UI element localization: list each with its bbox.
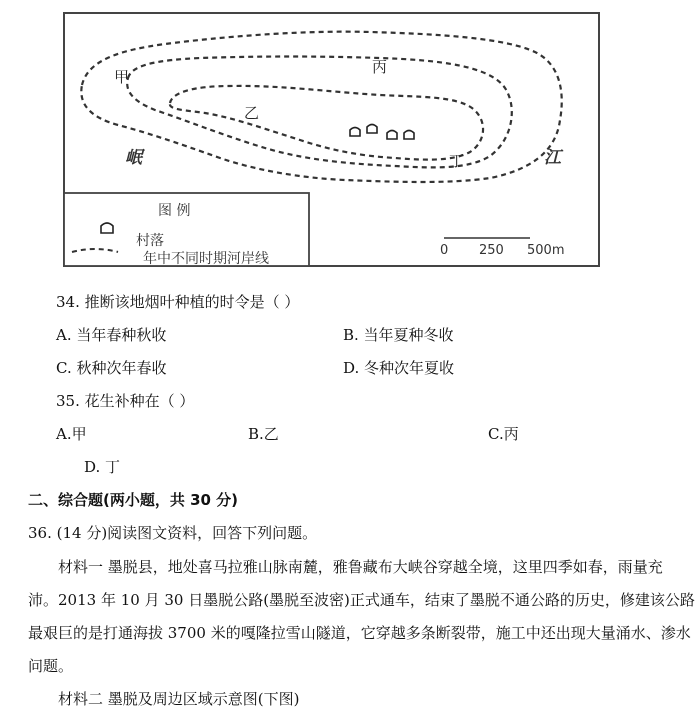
- q34-option-d[interactable]: D. 冬种次年夏收: [343, 359, 455, 377]
- river-label-min: 岷: [125, 148, 142, 168]
- river-label-jiang: 江: [544, 148, 561, 168]
- material1-line: 问题。: [28, 657, 74, 675]
- legend-title: 图 例: [158, 203, 191, 219]
- material1-line: 材料一 墨脱县，地处喜马拉雅山脉南麓，雅鲁藏布大峡谷穿越全境，这里四季如春，雨量充: [58, 558, 663, 576]
- q34-option-b[interactable]: B. 当年夏种冬收: [343, 326, 454, 344]
- island-map-figure: [0, 0, 695, 275]
- material1-line: 沛。2013 年 10 月 30 日墨脱公路(墨脱至波密)正式通车，结束了墨脱不通公路的历史，修建该公路: [28, 591, 695, 609]
- q35-stem: 35. 花生补种在（ ）: [56, 392, 195, 410]
- label-bing: 丙: [372, 58, 388, 76]
- label-yi: 乙: [244, 104, 260, 122]
- scale-zero: 0: [440, 243, 449, 258]
- q35-option-b[interactable]: B.乙: [248, 425, 279, 443]
- label-ding: 丁: [449, 152, 465, 170]
- q36-stem: 36. (14 分)阅读图文资料，回答下列问题。: [28, 524, 318, 542]
- section-heading: 二、综合题(两小题，共 30 分): [28, 491, 239, 509]
- q35-option-d[interactable]: D. 丁: [84, 458, 121, 476]
- scale-end: 500m: [527, 243, 565, 258]
- q34-stem: 34. 推断该地烟叶种植的时令是（ ）: [56, 293, 300, 311]
- q34-option-a[interactable]: A. 当年春种秋收: [56, 326, 167, 344]
- legend-village-label: 村落: [136, 233, 164, 249]
- q35-option-a[interactable]: A.甲: [56, 425, 87, 443]
- material2-caption: 材料二 墨脱及周边区域示意图(下图): [58, 690, 300, 708]
- label-jia: 甲: [114, 68, 130, 86]
- material1-line: 最艰巨的是打通海拔 3700 米的嘎隆拉雪山隧道，它穿越多条断裂带，施工中还出现大量涌水、渗水: [28, 624, 691, 642]
- scale-mid: 250: [479, 243, 504, 258]
- legend-shoreline-label: 年中不同时期河岸线: [143, 251, 269, 267]
- q35-option-c[interactable]: C.丙: [488, 425, 519, 443]
- q34-option-c[interactable]: C. 秋种次年春收: [56, 359, 167, 377]
